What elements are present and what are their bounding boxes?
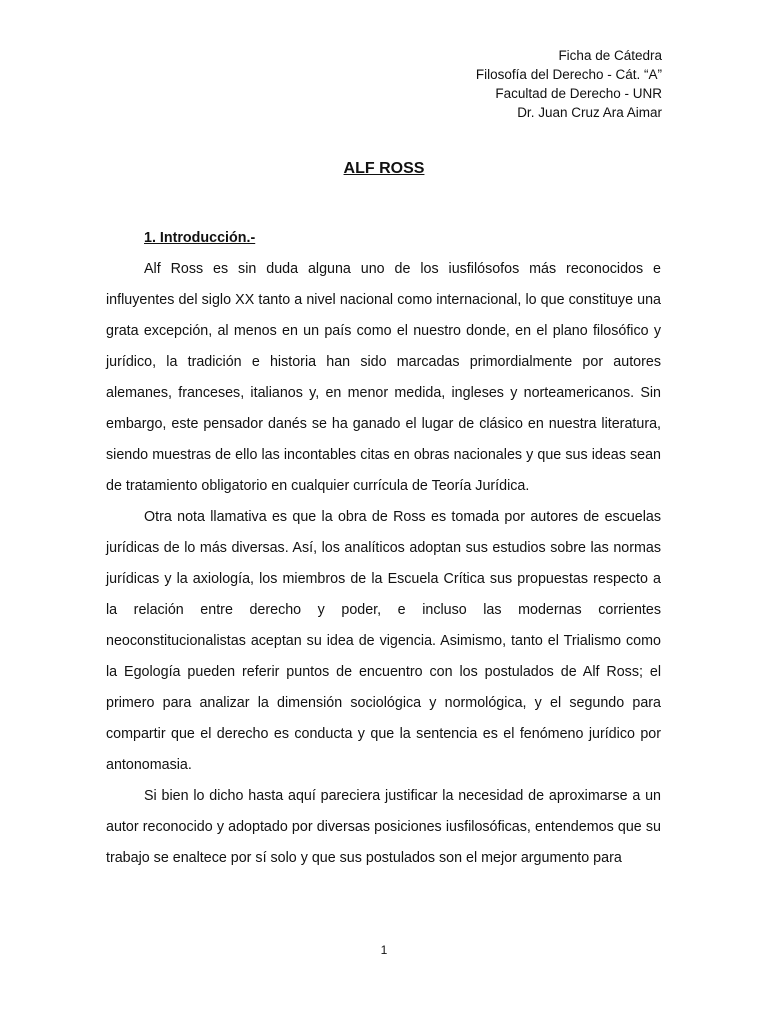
document-body: [106, 223, 661, 874]
header-line-faculty: Facultad de Derecho - UNR: [495, 86, 662, 101]
header-line-course: Filosofía del Derecho - Cát. “A”: [475, 67, 662, 82]
header-line-ficha: Ficha de Cátedra: [558, 48, 662, 63]
paragraph-2: Otra nota llamativa es que la obra de Ross es tomada por autores de escuelas jurídicas de lo más diversas. Así, los analíticos adoptan sus estudios sobre las normas jurídicas y la axiología, los miembros de la Escuela Crítica sus propuestas respecto a la relación entre derecho y poder, e incluso las modernas corrientes neoconstitucionalistas aceptan su idea de vigencia. Asimismo, tanto el Trialismo como la Egología pueden referir puntos de encuentro con los postulados de Alf Ross; el primero para analizar la dimensión sociológica y normológica, y el segundo para compartir que el derecho es conducta y que la sentencia es el fenómeno jurídico por antonomasia.: [106, 509, 661, 773]
course-header: [476, 46, 662, 122]
paragraph-3: Si bien lo dicho hasta aquí pareciera justificar la necesidad de aproximarse a un autor reconocido y adoptado por diversas posiciones iusfilosóficas, entendemos que su trabajo se enaltece por sí solo y que sus postulados son el mejor argumento para: [106, 788, 661, 866]
paragraph-1: Alf Ross es sin duda alguna uno de los iusfilósofos más reconocidos e influyentes del siglo XX tanto a nivel nacional como internacional, lo que constituye una grata excepción, al menos en un país como el nuestro donde, en el plano filosófico y jurídico, la tradición e historia han sido marcadas primordialmente por autores alemanes, franceses, italianos y, en menor medida, ingleses y norteamericanos. Sin embargo, este pensador danés se ha ganado el lugar de clásico en nuestra literatura, siendo muestras de ello las incontables citas en obras nacionales y que sus ideas sean de tratamiento obligatorio en cualquier currícula de Teoría Jurídica.: [106, 261, 661, 494]
header-line-professor: Dr. Juan Cruz Ara Aimar: [517, 105, 662, 120]
page-number: 1: [380, 943, 388, 957]
section-heading: 1. Introducción.-: [144, 230, 256, 246]
document-title: ALF ROSS: [343, 160, 425, 177]
